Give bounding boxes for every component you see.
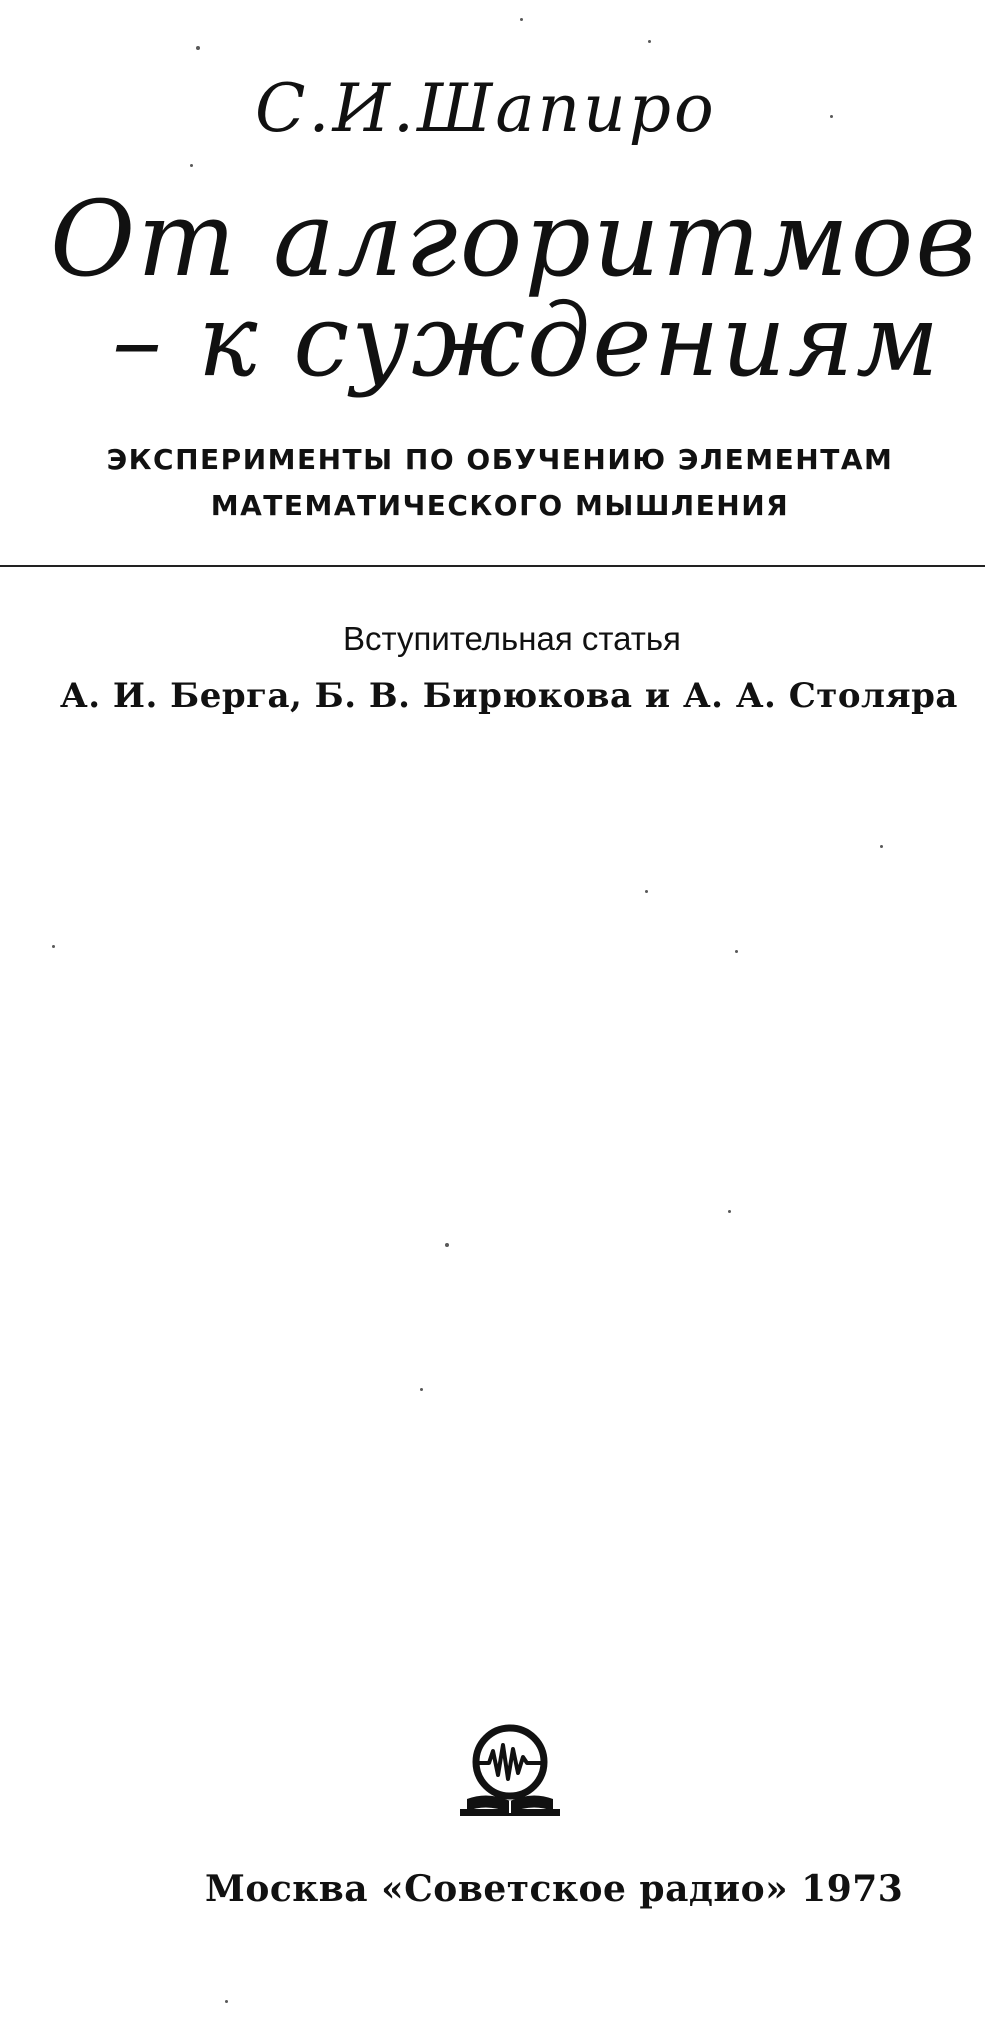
scan-speck xyxy=(225,2000,228,2003)
book-title-line-2: – к суждениям xyxy=(112,282,941,399)
publication-imprint: Москва «Советское радио» 1973 xyxy=(205,1868,904,1910)
scan-speck xyxy=(880,845,883,848)
scan-speck xyxy=(648,40,651,43)
book-title-line-1: От алгоритмов xyxy=(50,178,978,300)
book-subtitle xyxy=(40,437,960,529)
book-subtitle-line-2: МАТЕМАТИЧЕСКОГО МЫШЛЕНИЯ xyxy=(210,489,790,522)
scan-speck xyxy=(420,1388,423,1391)
horizontal-rule xyxy=(0,565,985,567)
scan-speck xyxy=(196,46,200,50)
book-subtitle-line-1: ЭКСПЕРИМЕНТЫ ПО ОБУЧЕНИЮ ЭЛЕМЕНТАМ xyxy=(106,443,894,476)
publisher-emblem-icon xyxy=(455,1715,565,1825)
scan-speck xyxy=(735,950,738,953)
introduction-label: Вступительная статья xyxy=(343,620,681,657)
introduction-authors: А. И. Берга, Б. В. Бирюкова и А. А. Столяра xyxy=(60,676,958,716)
scan-speck xyxy=(830,115,833,118)
scan-speck xyxy=(445,1243,449,1247)
scan-speck xyxy=(52,945,55,948)
scan-speck xyxy=(728,1210,731,1213)
book-author: С.И.Шапиро xyxy=(255,70,717,147)
scan-speck xyxy=(190,164,193,167)
scan-speck xyxy=(645,890,648,893)
scan-speck xyxy=(520,18,523,21)
